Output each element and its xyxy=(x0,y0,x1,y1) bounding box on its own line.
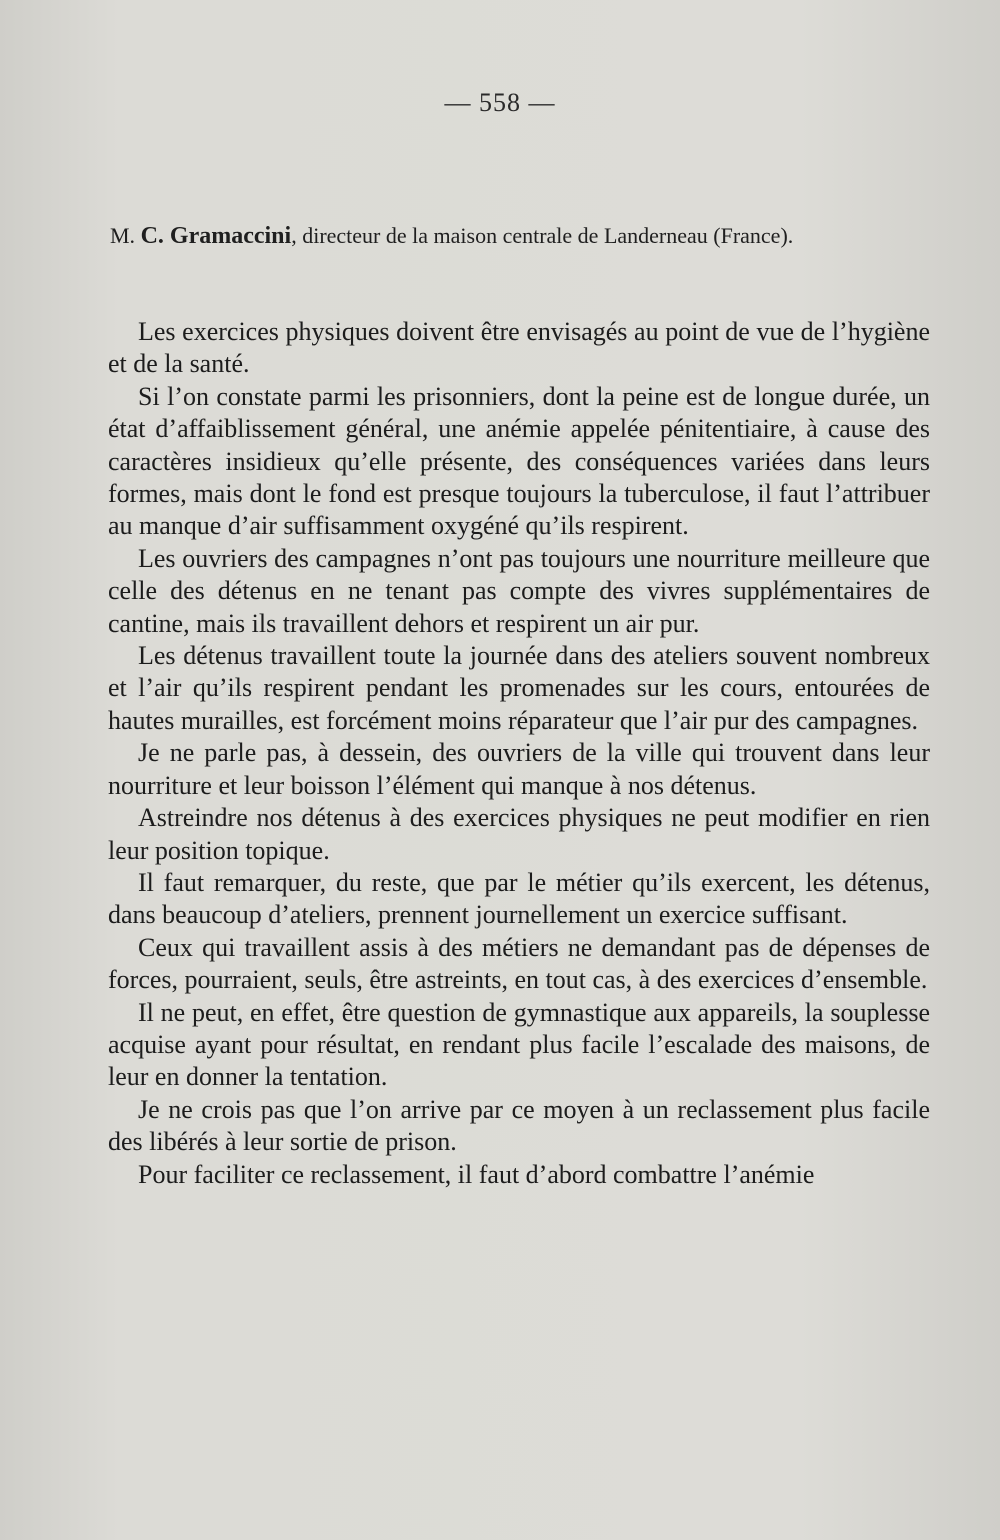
author-role: , directeur de la maison centrale de Landerneau (France). xyxy=(291,223,794,248)
page-number: — 558 — xyxy=(444,88,556,117)
paragraph: Les détenus travaillent toute la journée dans des ateliers souvent nombreux et l’air qu’ils respirent pendant les promenades sur les cours, entourées de hautes murailles, est forcément moins réparateur que l’air pur des campagnes. xyxy=(108,641,930,735)
paragraph: Il faut remarquer, du reste, que par le métier qu’ils exercent, les détenus, dans beaucoup d’ateliers, prennent journellement un exercice suffisant. xyxy=(108,867,930,930)
author-heading xyxy=(110,223,930,250)
body-text xyxy=(108,316,930,1191)
paragraph: Astreindre nos détenus à des exercices physiques ne peut modifier en rien leur position topique. xyxy=(108,803,930,865)
paragraph: Les ouvriers des campagnes n’ont pas toujours une nourriture meilleure que celle des détenus en ne tenant pas compte des vivres supplémentaires de cantine, mais ils travaillent dehors et respirent un air pur. xyxy=(108,543,930,638)
author-name: C. Gramaccini xyxy=(140,223,292,249)
paragraph: Les exercices physiques doivent être envisagés au point de vue de l’hygiène et de la santé. xyxy=(108,317,930,379)
author-prefix: M. xyxy=(110,223,141,248)
paragraph: Pour faciliter ce reclassement, il faut d’abord combattre l’anémie xyxy=(138,1159,815,1189)
paragraph: Je ne crois pas que l’on arrive par ce moyen à un reclassement plus facile des libérés à leur sortie de prison. xyxy=(108,1094,930,1157)
paragraph: Il ne peut, en effet, être question de gymnastique aux appareils, la souplesse acquise ayant pour résultat, en rendant plus facile l’escalade des maisons, de leur en donner la tentation. xyxy=(108,997,930,1092)
paragraph: Ceux qui travaillent assis à des métiers ne demandant pas de dépenses de forces, pourraient, seuls, être astreints, en tout cas, à des exercices d’ensemble. xyxy=(108,932,930,995)
paragraph: Je ne parle pas, à dessein, des ouvriers de la ville qui trouvent dans leur nourriture et leur boisson l’élément qui manque à nos détenus. xyxy=(108,738,930,800)
paragraph: Si l’on constate parmi les prisonniers, dont la peine est de longue durée, un état d’affaiblissement général, une anémie appelée pénitentiaire, à cause des caractères insidieux qu’elle présente, des conséquences variées dans leurs formes, mais dont le fond est presque toujours la tuberculose, il faut l’attribuer au manque d’air suffisamment oxygéné qu’ils respirent. xyxy=(108,381,930,541)
